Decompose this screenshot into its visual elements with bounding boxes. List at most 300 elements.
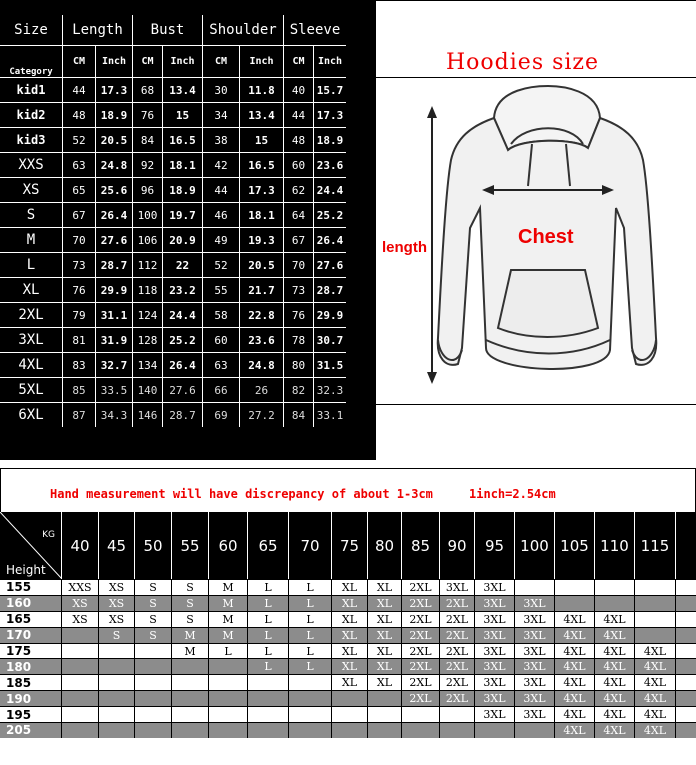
- recommended-size-cell: L: [289, 644, 332, 659]
- size-value-len-cm: 44: [62, 77, 95, 102]
- size-row: [0, 277, 376, 302]
- length-label: length: [382, 239, 427, 256]
- weight-header-cell: 60: [209, 512, 248, 579]
- size-value-len-in: 28.7: [95, 252, 132, 277]
- recommended-size-cell: 3XL: [475, 691, 515, 706]
- recommended-size-cell: [635, 612, 676, 627]
- recommended-size-cell: 3XL: [515, 707, 555, 722]
- size-value-bust-cm: 84: [132, 127, 162, 152]
- size-row: [0, 402, 376, 427]
- size-value-sh-cm: 55: [202, 277, 239, 302]
- recommended-size-cell: M: [209, 596, 248, 611]
- recommended-size-cell: 2XL: [402, 580, 440, 595]
- recommended-size-cell: XL: [368, 612, 402, 627]
- recommended-size-cell: 4XL: [555, 723, 595, 738]
- recommended-size-cell: [635, 628, 676, 643]
- height-cell: 175: [0, 644, 62, 659]
- size-row: [0, 152, 376, 177]
- recommended-size-cell: 3XL: [515, 659, 555, 674]
- size-value-sh-in: 11.8: [239, 77, 283, 102]
- recommended-size-cell: 2XL: [440, 691, 475, 706]
- recommended-size-cell: XL: [368, 596, 402, 611]
- recommended-size-cell: [99, 691, 135, 706]
- size-value-sl-in: 23.6: [313, 152, 346, 177]
- size-value-bust-in: 25.2: [162, 327, 202, 352]
- recommended-size-cell: 4XL: [555, 644, 595, 659]
- weight-header-cell: 75: [332, 512, 368, 579]
- recommended-size-cell: 4XL: [555, 612, 595, 627]
- size-value-bust-cm: 100: [132, 202, 162, 227]
- recommended-size-cell: M: [209, 580, 248, 595]
- size-value-bust-in: 20.9: [162, 227, 202, 252]
- recommended-size-cell: [209, 691, 248, 706]
- recommended-size-cell: 3XL: [515, 628, 555, 643]
- size-value-bust-cm: 92: [132, 152, 162, 177]
- recommended-size-cell: XL: [332, 644, 368, 659]
- header-size: Size: [14, 22, 48, 38]
- header-sleeve: Sleeve: [283, 15, 346, 45]
- recommended-size-cell: 4XL: [595, 691, 635, 706]
- header-inch: Inch: [239, 45, 283, 77]
- size-row: [0, 127, 376, 152]
- size-value-len-in: 27.6: [95, 227, 132, 252]
- size-value-len-in: 24.8: [95, 152, 132, 177]
- size-value-sh-cm: 46: [202, 202, 239, 227]
- size-value-sl-in: 25.2: [313, 202, 346, 227]
- recommended-size-cell: 4XL: [595, 628, 635, 643]
- size-value-sl-cm: 73: [283, 277, 313, 302]
- weight-header-cell: 50: [135, 512, 172, 579]
- size-label: 5XL: [0, 377, 62, 402]
- recommended-size-cell: [99, 644, 135, 659]
- size-value-len-in: 34.3: [95, 402, 132, 427]
- chest-label: Chest: [518, 226, 574, 248]
- size-label: XXS: [0, 152, 62, 177]
- recommended-size-cell: L: [289, 580, 332, 595]
- recommended-size-cell: 2XL: [402, 675, 440, 690]
- size-value-sh-cm: 52: [202, 252, 239, 277]
- size-value-len-in: 29.9: [95, 277, 132, 302]
- height-row: [0, 611, 696, 627]
- size-value-sh-in: 20.5: [239, 252, 283, 277]
- size-value-sl-cm: 64: [283, 202, 313, 227]
- size-label: S: [0, 202, 62, 227]
- size-value-len-in: 26.4: [95, 202, 132, 227]
- size-value-sl-cm: 78: [283, 327, 313, 352]
- weight-header-row: [0, 512, 696, 579]
- height-row: [0, 595, 696, 611]
- size-value-sl-in: 15.7: [313, 77, 346, 102]
- recommended-size-cell: 3XL: [475, 612, 515, 627]
- size-value-sh-in: 24.8: [239, 352, 283, 377]
- recommended-size-cell: [172, 691, 209, 706]
- recommended-size-cell: XS: [99, 580, 135, 595]
- height-cell: 185: [0, 675, 62, 690]
- recommended-size-cell: L: [289, 628, 332, 643]
- size-label: kid2: [0, 102, 62, 127]
- recommended-size-cell: [402, 723, 440, 738]
- size-value-sl-cm: 44: [283, 102, 313, 127]
- recommended-size-cell: S: [172, 612, 209, 627]
- size-value-bust-cm: 140: [132, 377, 162, 402]
- size-value-sl-in: 24.4: [313, 177, 346, 202]
- size-value-sl-cm: 80: [283, 352, 313, 377]
- recommended-size-cell: 4XL: [595, 612, 635, 627]
- recommended-size-cell: [332, 691, 368, 706]
- height-cell: 165: [0, 612, 62, 627]
- recommended-size-cell: S: [135, 580, 172, 595]
- size-value-bust-in: 22: [162, 252, 202, 277]
- weight-header-cell: 100: [515, 512, 555, 579]
- kg-label: KG: [42, 530, 55, 540]
- size-value-sl-in: 33.1: [313, 402, 346, 427]
- recommended-size-cell: L: [248, 612, 289, 627]
- height-cell: 190: [0, 691, 62, 706]
- recommended-size-cell: [135, 675, 172, 690]
- recommended-size-cell: 2XL: [440, 612, 475, 627]
- size-row: [0, 177, 376, 202]
- size-value-len-in: 20.5: [95, 127, 132, 152]
- recommended-size-cell: XS: [99, 596, 135, 611]
- recommended-size-cell: [209, 659, 248, 674]
- header-cm: CM: [202, 45, 239, 77]
- size-value-bust-in: 18.1: [162, 152, 202, 177]
- recommended-size-cell: 3XL: [475, 628, 515, 643]
- weight-header-cell: 105: [555, 512, 595, 579]
- recommended-size-cell: S: [172, 580, 209, 595]
- size-row: [0, 102, 376, 127]
- size-value-sl-cm: 40: [283, 77, 313, 102]
- weight-header-cell: 55: [172, 512, 209, 579]
- recommended-size-cell: XL: [368, 675, 402, 690]
- size-label: XL: [0, 277, 62, 302]
- header-cm: CM: [62, 45, 95, 77]
- recommended-size-cell: 3XL: [475, 675, 515, 690]
- weight-header-cell: 115: [635, 512, 676, 579]
- size-value-sl-cm: 48: [283, 127, 313, 152]
- size-value-bust-in: 27.6: [162, 377, 202, 402]
- recommended-size-cell: XL: [332, 596, 368, 611]
- size-value-bust-cm: 106: [132, 227, 162, 252]
- recommended-size-cell: XL: [332, 612, 368, 627]
- size-value-len-in: 31.9: [95, 327, 132, 352]
- recommended-size-cell: [402, 707, 440, 722]
- recommended-size-cell: [635, 580, 676, 595]
- recommended-size-cell: [62, 691, 99, 706]
- recommended-size-cell: [515, 723, 555, 738]
- recommended-size-cell: 3XL: [475, 580, 515, 595]
- height-cell: 160: [0, 596, 62, 611]
- recommended-size-cell: [475, 723, 515, 738]
- recommended-size-cell: L: [289, 596, 332, 611]
- weight-header-cell: 90: [440, 512, 475, 579]
- recommended-size-cell: [135, 723, 172, 738]
- size-value-sh-in: 15: [239, 127, 283, 152]
- recommended-size-cell: [135, 644, 172, 659]
- size-label: 3XL: [0, 327, 62, 352]
- recommended-size-cell: XL: [332, 659, 368, 674]
- recommended-size-cell: XL: [332, 628, 368, 643]
- height-row: [0, 674, 696, 690]
- height-cell: 195: [0, 707, 62, 722]
- discrepancy-note: Hand measurement will have discrepancy of about 1-3cm: [50, 487, 433, 501]
- recommended-size-cell: [555, 596, 595, 611]
- recommended-size-cell: [62, 659, 99, 674]
- recommended-size-cell: 3XL: [475, 596, 515, 611]
- weight-header-cell: 70: [289, 512, 332, 579]
- size-value-len-cm: 73: [62, 252, 95, 277]
- recommended-size-cell: [62, 628, 99, 643]
- size-value-sh-cm: 66: [202, 377, 239, 402]
- weight-header-cell: 85: [402, 512, 440, 579]
- recommended-size-cell: 4XL: [635, 644, 676, 659]
- recommended-size-cell: S: [135, 628, 172, 643]
- size-value-sh-in: 23.6: [239, 327, 283, 352]
- size-value-sh-in: 21.7: [239, 277, 283, 302]
- recommended-size-cell: 2XL: [402, 596, 440, 611]
- recommended-size-cell: 2XL: [440, 596, 475, 611]
- header-bust: Bust: [132, 15, 202, 45]
- size-value-sl-cm: 82: [283, 377, 313, 402]
- recommended-size-cell: [99, 723, 135, 738]
- size-row: [0, 377, 376, 402]
- recommended-size-cell: 3XL: [515, 675, 555, 690]
- recommended-size-cell: [440, 707, 475, 722]
- size-value-sl-in: 17.3: [313, 102, 346, 127]
- recommended-size-cell: L: [248, 628, 289, 643]
- recommended-size-cell: 4XL: [635, 691, 676, 706]
- size-value-len-cm: 48: [62, 102, 95, 127]
- recommended-size-cell: 3XL: [515, 691, 555, 706]
- size-value-sh-in: 19.3: [239, 227, 283, 252]
- size-value-sh-cm: 49: [202, 227, 239, 252]
- height-cell: 205: [0, 723, 62, 738]
- size-value-len-cm: 63: [62, 152, 95, 177]
- recommended-size-cell: [99, 707, 135, 722]
- height-row: [0, 643, 696, 659]
- size-value-sh-cm: 60: [202, 327, 239, 352]
- size-value-bust-in: 24.4: [162, 302, 202, 327]
- size-value-sh-cm: 63: [202, 352, 239, 377]
- weight-header-cell: 80: [368, 512, 402, 579]
- recommended-size-cell: 4XL: [595, 707, 635, 722]
- height-row: [0, 690, 696, 706]
- recommended-size-cell: 4XL: [555, 628, 595, 643]
- recommended-size-cell: [595, 596, 635, 611]
- size-label: M: [0, 227, 62, 252]
- size-value-sh-cm: 30: [202, 77, 239, 102]
- recommended-size-cell: 4XL: [635, 707, 676, 722]
- size-chart-table: [0, 0, 376, 460]
- recommended-size-cell: [289, 723, 332, 738]
- weight-header-cell: 95: [475, 512, 515, 579]
- recommended-size-cell: [135, 707, 172, 722]
- recommended-size-cell: 3XL: [515, 612, 555, 627]
- weight-header-cell: 65: [248, 512, 289, 579]
- weight-header-cell: 45: [99, 512, 135, 579]
- recommended-size-cell: L: [289, 659, 332, 674]
- size-value-sh-in: 27.2: [239, 402, 283, 427]
- size-value-bust-in: 15: [162, 102, 202, 127]
- size-value-sh-in: 18.1: [239, 202, 283, 227]
- size-value-len-cm: 65: [62, 177, 95, 202]
- size-value-sl-in: 18.9: [313, 127, 346, 152]
- recommended-size-cell: [135, 691, 172, 706]
- size-value-sl-in: 31.5: [313, 352, 346, 377]
- size-value-sh-in: 16.5: [239, 152, 283, 177]
- recommended-size-cell: 2XL: [440, 628, 475, 643]
- recommended-size-cell: [595, 580, 635, 595]
- recommended-size-cell: 4XL: [595, 675, 635, 690]
- size-value-sl-in: 30.7: [313, 327, 346, 352]
- recommended-size-cell: [368, 707, 402, 722]
- recommended-size-cell: 2XL: [440, 659, 475, 674]
- size-value-len-cm: 81: [62, 327, 95, 352]
- height-cell: 180: [0, 659, 62, 674]
- header-inch: Inch: [313, 45, 346, 77]
- recommended-size-cell: 4XL: [555, 659, 595, 674]
- size-value-sh-cm: 42: [202, 152, 239, 177]
- size-value-sl-cm: 62: [283, 177, 313, 202]
- hoodie-diagram-panel: [376, 0, 696, 460]
- recommended-size-cell: [635, 596, 676, 611]
- recommended-size-cell: 4XL: [635, 675, 676, 690]
- recommended-size-cell: M: [172, 628, 209, 643]
- size-value-sl-in: 28.7: [313, 277, 346, 302]
- header-inch: Inch: [162, 45, 202, 77]
- recommended-size-cell: [248, 675, 289, 690]
- weight-header-cell: 40: [62, 512, 99, 579]
- size-value-bust-in: 23.2: [162, 277, 202, 302]
- recommended-size-cell: [62, 644, 99, 659]
- recommended-size-cell: 4XL: [555, 707, 595, 722]
- recommended-size-cell: 2XL: [402, 644, 440, 659]
- recommended-size-cell: M: [209, 628, 248, 643]
- recommended-size-cell: 4XL: [555, 675, 595, 690]
- table-corner: [0, 512, 62, 579]
- recommended-size-cell: M: [209, 612, 248, 627]
- size-value-sh-cm: 38: [202, 127, 239, 152]
- recommended-size-cell: [99, 659, 135, 674]
- size-value-bust-in: 19.7: [162, 202, 202, 227]
- size-value-len-cm: 52: [62, 127, 95, 152]
- hoodies-size-title: Hoodies size: [446, 50, 600, 75]
- recommended-size-cell: 2XL: [402, 659, 440, 674]
- recommended-size-cell: 3XL: [475, 644, 515, 659]
- recommended-size-cell: L: [248, 596, 289, 611]
- recommended-size-cell: XS: [99, 612, 135, 627]
- size-value-len-in: 18.9: [95, 102, 132, 127]
- recommended-size-cell: 3XL: [515, 596, 555, 611]
- size-row: [0, 352, 376, 377]
- size-value-sh-in: 22.8: [239, 302, 283, 327]
- size-value-bust-cm: 134: [132, 352, 162, 377]
- recommended-size-cell: L: [289, 612, 332, 627]
- recommended-size-cell: [172, 659, 209, 674]
- recommended-size-cell: S: [135, 612, 172, 627]
- height-cell: 170: [0, 628, 62, 643]
- header-category: Category: [0, 45, 62, 77]
- recommended-size-cell: S: [99, 628, 135, 643]
- height-row: [0, 579, 696, 595]
- size-label: 2XL: [0, 302, 62, 327]
- recommended-size-cell: [172, 675, 209, 690]
- size-row: [0, 302, 376, 327]
- size-value-len-in: 17.3: [95, 77, 132, 102]
- recommended-size-cell: S: [172, 596, 209, 611]
- size-value-sl-cm: 67: [283, 227, 313, 252]
- size-value-sh-cm: 44: [202, 177, 239, 202]
- size-chart-header: [0, 0, 376, 45]
- recommended-size-cell: XL: [368, 659, 402, 674]
- recommended-size-cell: [332, 723, 368, 738]
- recommended-size-cell: [368, 691, 402, 706]
- size-chart-subheader: [0, 45, 376, 77]
- size-value-len-in: 25.6: [95, 177, 132, 202]
- size-value-len-cm: 85: [62, 377, 95, 402]
- size-value-sl-in: 29.9: [313, 302, 346, 327]
- recommended-size-cell: XXS: [62, 580, 99, 595]
- size-row: [0, 327, 376, 352]
- size-value-sh-in: 17.3: [239, 177, 283, 202]
- recommended-size-cell: 3XL: [475, 707, 515, 722]
- recommended-size-cell: [289, 691, 332, 706]
- size-value-sh-cm: 58: [202, 302, 239, 327]
- recommended-size-cell: [62, 723, 99, 738]
- size-value-bust-in: 18.9: [162, 177, 202, 202]
- recommended-size-cell: S: [135, 596, 172, 611]
- height-cell: 155: [0, 580, 62, 595]
- header-cm: CM: [132, 45, 162, 77]
- size-value-len-cm: 67: [62, 202, 95, 227]
- measurement-note: [50, 487, 556, 501]
- recommended-size-cell: 2XL: [440, 675, 475, 690]
- size-label: kid3: [0, 127, 62, 152]
- recommended-size-cell: [209, 707, 248, 722]
- recommended-size-cell: XL: [332, 675, 368, 690]
- size-value-len-cm: 83: [62, 352, 95, 377]
- recommended-size-cell: [332, 707, 368, 722]
- recommended-size-cell: [248, 723, 289, 738]
- size-value-bust-in: 28.7: [162, 402, 202, 427]
- recommended-size-cell: 3XL: [475, 659, 515, 674]
- size-value-len-in: 31.1: [95, 302, 132, 327]
- size-value-sl-cm: 70: [283, 252, 313, 277]
- size-value-sl-cm: 76: [283, 302, 313, 327]
- size-value-len-cm: 87: [62, 402, 95, 427]
- size-value-len-cm: 79: [62, 302, 95, 327]
- size-value-sl-in: 27.6: [313, 252, 346, 277]
- recommended-size-cell: [62, 707, 99, 722]
- size-row: [0, 227, 376, 252]
- size-value-len-in: 32.7: [95, 352, 132, 377]
- size-value-bust-cm: 96: [132, 177, 162, 202]
- size-value-sh-cm: 34: [202, 102, 239, 127]
- size-label: XS: [0, 177, 62, 202]
- recommended-size-cell: L: [248, 644, 289, 659]
- recommended-size-cell: L: [248, 580, 289, 595]
- recommended-size-cell: [515, 580, 555, 595]
- size-value-sl-cm: 60: [283, 152, 313, 177]
- size-value-bust-in: 26.4: [162, 352, 202, 377]
- recommended-size-cell: [248, 691, 289, 706]
- size-value-sh-in: 13.4: [239, 102, 283, 127]
- size-value-sh-in: 26: [239, 377, 283, 402]
- recommended-size-cell: [172, 723, 209, 738]
- size-value-len-cm: 76: [62, 277, 95, 302]
- recommended-size-cell: [368, 723, 402, 738]
- recommended-size-cell: XL: [368, 628, 402, 643]
